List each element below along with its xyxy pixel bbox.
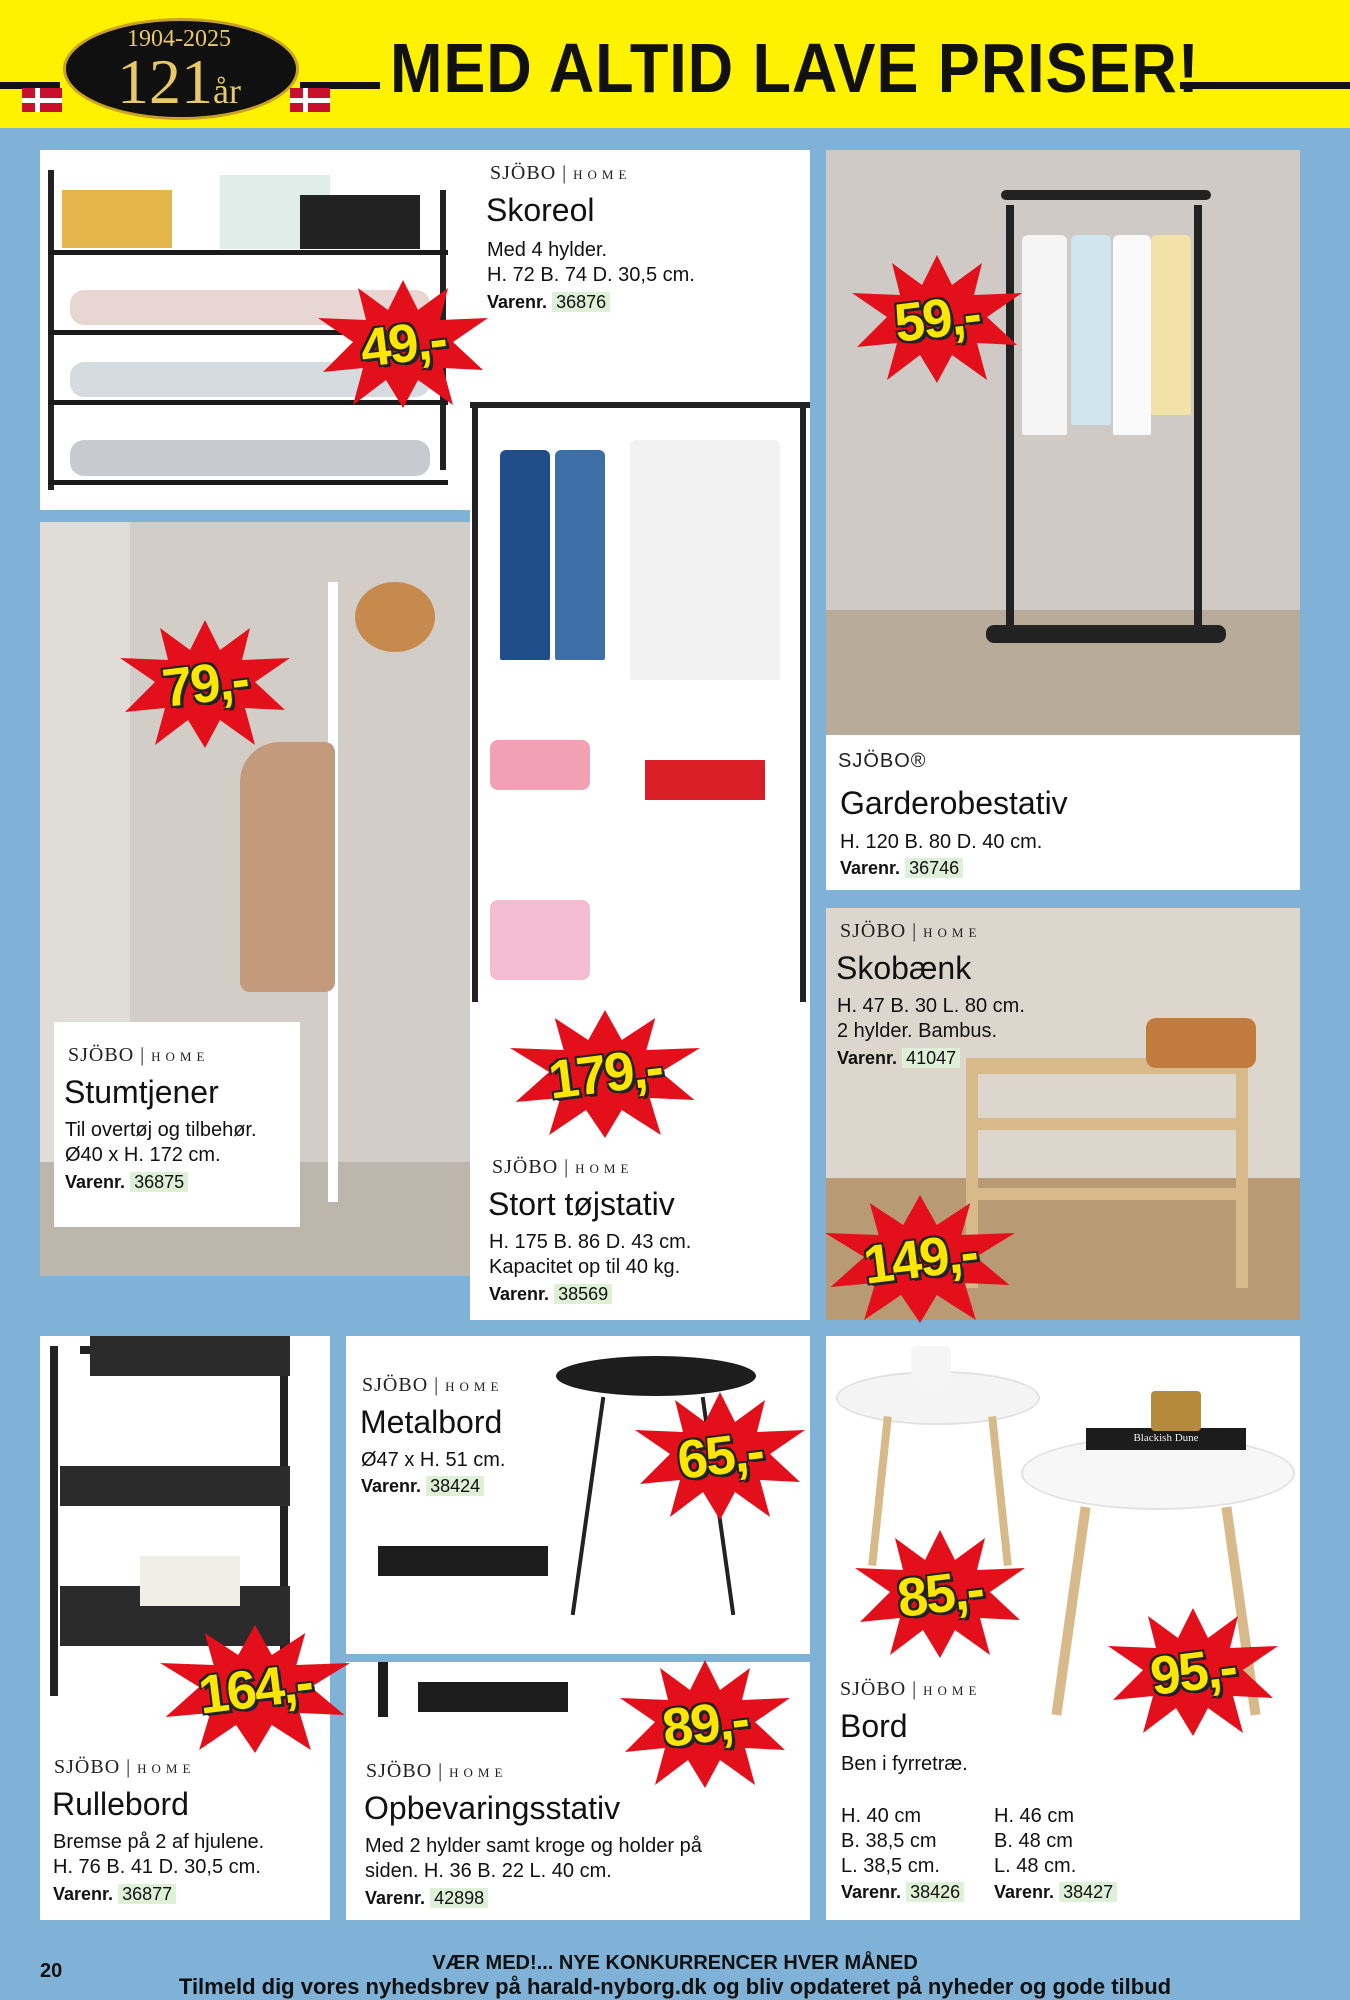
variant-b-sku: Varenr. 38427 [994, 1882, 1117, 1903]
danish-flag-icon [22, 88, 62, 112]
danish-flag-icon [290, 88, 330, 112]
footer-newsletter-text: Tilmeld dig vores nyhedsbrev på harald-nyborg.dk og bliv opdateret på nyheder og gode tilbud [178, 1974, 1172, 1999]
anniversary-badge [48, 18, 310, 118]
price-burst-bord-a [855, 1530, 1025, 1658]
product-desc-line: H. 72 B. 74 D. 30,5 cm. [487, 264, 695, 286]
price-text: 49,- [357, 309, 449, 379]
price-text: 65,- [674, 1421, 766, 1491]
product-desc-line: Ben i fyrretræ. [841, 1753, 968, 1775]
page-number: 20 [40, 1960, 63, 1982]
product-name: Bord [840, 1708, 908, 1744]
brand-logo: SJÖBO | HOME [840, 1678, 982, 1700]
book-title: Blackish Dune [1133, 1432, 1199, 1444]
product-desc-line: H. 175 B. 86 D. 43 cm. [489, 1231, 692, 1253]
product-panel-toejstativ [470, 400, 810, 1320]
product-name: Stumtjener [64, 1074, 219, 1110]
price-burst-opbevaringsstativ [620, 1660, 790, 1788]
variant-b-desc: B. 48 cm [994, 1830, 1073, 1852]
product-desc-line: Kapacitet op til 40 kg. [489, 1256, 681, 1278]
product-desc-line: Med 2 hylder samt kroge og holder på [365, 1835, 702, 1857]
badge-years: 1904-2025 [127, 26, 231, 52]
price-text: 89,- [659, 1689, 751, 1759]
product-desc-line: siden. H. 36 B. 22 L. 40 cm. [365, 1860, 612, 1882]
price-text: 149,- [860, 1222, 980, 1296]
price-text: 95,- [1147, 1637, 1239, 1707]
product-desc-line: H. 76 B. 41 D. 30,5 cm. [53, 1856, 261, 1878]
product-name: Rullebord [52, 1786, 189, 1822]
price-burst-rullebord [160, 1625, 350, 1753]
wardrobe-rack-image [470, 400, 810, 1000]
price-text: 164,- [195, 1652, 315, 1726]
footer [0, 1952, 1350, 2000]
product-sku: Varenr. 38569 [489, 1284, 612, 1305]
brand-logo: SJÖBO | HOME [490, 162, 632, 184]
price-burst-skobaenk [825, 1195, 1015, 1323]
product-desc-line: Ø40 x H. 172 cm. [65, 1144, 221, 1166]
brand-logo: SJÖBO | HOME [68, 1044, 210, 1066]
variant-a-desc: H. 40 cm [841, 1805, 922, 1827]
product-desc-line: Ø47 x H. 51 cm. [361, 1449, 506, 1471]
variant-a-sku: Varenr. 38426 [841, 1882, 964, 1903]
book [1086, 1428, 1246, 1450]
price-burst-skoreol [318, 280, 488, 408]
price-burst-bord-b [1108, 1608, 1278, 1736]
garment-rack-image [826, 150, 1300, 735]
price-text: 79,- [159, 649, 251, 719]
product-sku: Varenr. 36875 [65, 1172, 188, 1193]
brand-logo: SJÖBO | HOME [362, 1374, 504, 1396]
price-text: 85,- [894, 1559, 986, 1629]
brand-logo: SJÖBO | HOME [366, 1760, 508, 1782]
product-name: Garderobestativ [840, 785, 1068, 821]
brand-logo: SJÖBO | HOME [54, 1756, 196, 1778]
variant-b-desc: L. 48 cm. [994, 1855, 1077, 1877]
product-name: Stort tøjstativ [488, 1186, 675, 1222]
price-text: 59,- [891, 284, 983, 354]
product-sku: Varenr. 41047 [837, 1048, 960, 1069]
product-desc-line: Med 4 hylder. [487, 239, 608, 261]
product-name: Metalbord [360, 1404, 503, 1440]
storage-rack-image-top [358, 1546, 558, 1654]
product-desc-line: Til overtøj og tilbehør. [65, 1119, 257, 1141]
price-burst-metalbord [635, 1392, 805, 1520]
badge-suffix: år [213, 71, 241, 111]
variant-a-desc: B. 38,5 cm [841, 1830, 937, 1852]
footer-contest-text: VÆR MED!... NYE KONKURRENCER HVER MÅNED [432, 1952, 918, 1974]
storage-rack-image [358, 1662, 578, 1722]
product-name: Skoreol [486, 192, 595, 228]
product-sku: Varenr. 42898 [365, 1888, 488, 1909]
header-banner [0, 0, 1350, 128]
badge-number: 121år [117, 46, 241, 117]
product-desc-line: Bremse på 2 af hjulene. [53, 1831, 265, 1853]
product-sku: Varenr. 36877 [53, 1884, 176, 1905]
product-sku: Varenr. 36876 [487, 292, 610, 313]
product-desc-line: H. 120 B. 80 D. 40 cm. [840, 831, 1043, 853]
price-burst-toejstativ [510, 1010, 700, 1138]
brand-logo: SJÖBO | HOME [492, 1156, 634, 1178]
variant-a-desc: L. 38,5 cm. [841, 1855, 940, 1877]
product-name: Skobænk [836, 950, 972, 986]
product-name: Opbevaringsstativ [364, 1790, 621, 1826]
price-text: 179,- [545, 1037, 665, 1111]
price-burst-garderobestativ [852, 255, 1022, 383]
product-desc-line: H. 47 B. 30 L. 80 cm. [837, 995, 1025, 1017]
page-title: MED ALTID LAVE PRISER! [390, 29, 1200, 107]
product-sku: Varenr. 38424 [361, 1476, 484, 1497]
variant-b-desc: H. 46 cm [994, 1805, 1075, 1827]
brand-logo: SJÖBO | HOME [840, 920, 982, 942]
brand-logo: SJÖBO® [838, 750, 927, 772]
price-burst-stumtjener [120, 620, 290, 748]
product-sku: Varenr. 36746 [840, 858, 963, 879]
header-rule-right [1180, 82, 1350, 89]
product-desc-line: 2 hylder. Bambus. [837, 1020, 998, 1042]
